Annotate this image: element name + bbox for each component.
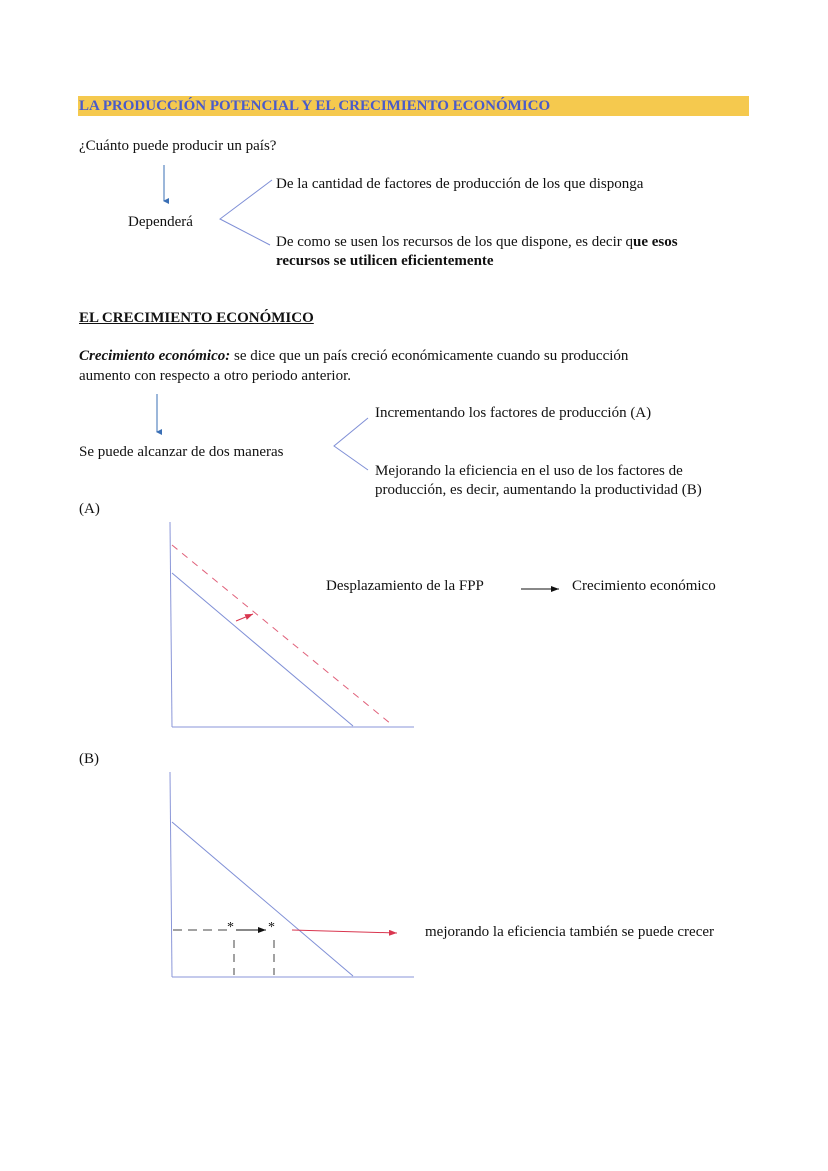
way-a-text: Incrementando los factores de producción (A) [375,405,652,421]
fig-a-fpp-shifted [172,545,391,724]
section-heading: EL CRECIMIENTO ECONÓMICO [79,310,314,326]
question-text: ¿Cuánto puede producir un país? [79,138,277,154]
fig-b-caption-arrow [292,930,397,933]
fig-a-fpp [172,573,353,726]
way-b-line-1: Mejorando la eficiencia en el uso de los factores de [375,463,683,479]
branch-efficiency-bold: ue esos [633,234,678,250]
figure-a-caption-right: Crecimiento económico [572,578,716,594]
definition-line-2: aumento con respecto a otro periodo anterior. [79,368,351,384]
fig-b-y-axis [170,772,172,977]
figure-a-caption-left: Desplazamiento de la FPP [326,578,484,594]
ways-text: Se puede alcanzar de dos maneras [79,444,284,460]
way-b-line-2: producción, es decir, aumentando la productividad (B) [375,482,702,498]
definition-rest: se dice que un país creció económicamente cuando su producción [230,348,629,364]
page-title: LA PRODUCCIÓN POTENCIAL Y EL CRECIMIENTO ECONÓMICO [79,98,551,114]
figure-b-caption: mejorando la eficiencia también se puede crecer [425,924,715,940]
figure-a-label: (A) [79,501,100,517]
bracket-2 [334,418,368,470]
fig-a-y-axis [170,522,172,727]
fig-a-shift-arrow [236,614,253,621]
star-marker-2: * [268,920,275,935]
branch-efficiency-bold-line2: recursos se utilicen eficientemente [276,253,494,269]
figure-b-label: (B) [79,751,99,767]
branch-efficiency-normal: De como se usen los recursos de los que dispone, es decir q [276,234,633,250]
bracket-1 [220,180,272,245]
definition-term: Crecimiento económico: [79,348,231,364]
branch-factors-text: De la cantidad de factores de producción de los que disponga [276,176,644,192]
star-marker-1: * [227,920,234,935]
fig-b-fpp [172,822,353,976]
depends-text: Dependerá [128,214,193,230]
